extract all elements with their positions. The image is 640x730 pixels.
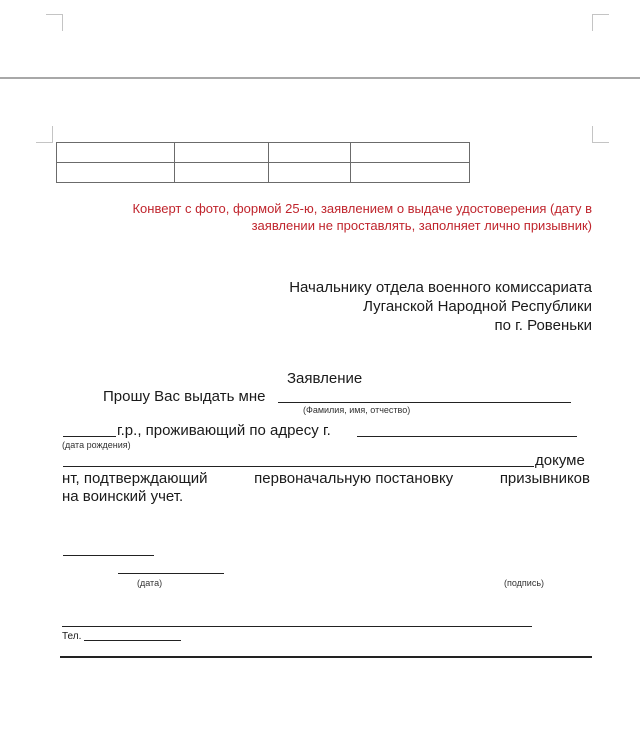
document-title: Заявление (287, 370, 363, 387)
phone-label: Тел. (62, 631, 82, 642)
table-row (57, 163, 470, 183)
addressee-line-2: Луганской Народной Республики (363, 298, 592, 315)
page-corner-bottom-right (592, 126, 609, 143)
birth-address-text: г.р., проживающий по адресу г. (117, 422, 331, 439)
page-corner-top-right (592, 14, 609, 31)
address-field[interactable] (357, 436, 577, 437)
birth-date-field[interactable] (63, 436, 116, 437)
table-cell[interactable] (269, 143, 351, 163)
table-cell[interactable] (57, 143, 175, 163)
footer-rule (60, 656, 592, 658)
extra-info-field[interactable] (62, 626, 532, 627)
body-line-2-part-2: первоначальную постановку (254, 470, 454, 487)
body-line-2 (62, 470, 590, 487)
table-cell[interactable] (175, 143, 269, 163)
table-cell[interactable] (269, 163, 351, 183)
body-line-2-part-3: призывников (499, 470, 590, 487)
table-cell[interactable] (175, 163, 269, 183)
body-line-2-part-1: нт, подтверждающий (62, 470, 208, 487)
table-cell[interactable] (351, 163, 470, 183)
addressee-line-3: по г. Ровеньки (494, 317, 592, 334)
full-name-field[interactable] (278, 402, 571, 403)
birth-date-hint: (дата рождения) (62, 440, 131, 450)
addressee-line-1: Начальнику отдела военного комиссариата (289, 279, 592, 296)
page-corner-top-left (46, 14, 63, 31)
date-hint: (дата) (137, 578, 163, 588)
page-corner-bottom-left (36, 126, 53, 143)
document-field[interactable] (63, 466, 534, 467)
body-line-3: на воинский учет. (62, 488, 184, 505)
request-prefix: Прошу Вас выдать мне (103, 388, 266, 405)
signature-hint: (подпись) (504, 578, 545, 588)
page-break-divider (0, 77, 640, 79)
date-field[interactable] (118, 573, 224, 574)
full-name-hint: (Фамилия, имя, отчество) (303, 405, 411, 415)
phone-field[interactable] (84, 640, 181, 641)
empty-table (56, 142, 470, 183)
addressee-block (289, 278, 592, 335)
instruction-note (132, 200, 592, 234)
signature-field[interactable] (63, 555, 154, 556)
table-row (57, 143, 470, 163)
instruction-note-line-1: Конверт с фото, формой 25-ю, заявлением о выдаче удостоверения (дату в (132, 201, 592, 216)
instruction-note-line-2: заявлении не проставлять, заполняет лично призывник) (251, 218, 592, 233)
document-word-part: докуме (535, 452, 585, 469)
table-cell[interactable] (57, 163, 175, 183)
table-cell[interactable] (351, 143, 470, 163)
